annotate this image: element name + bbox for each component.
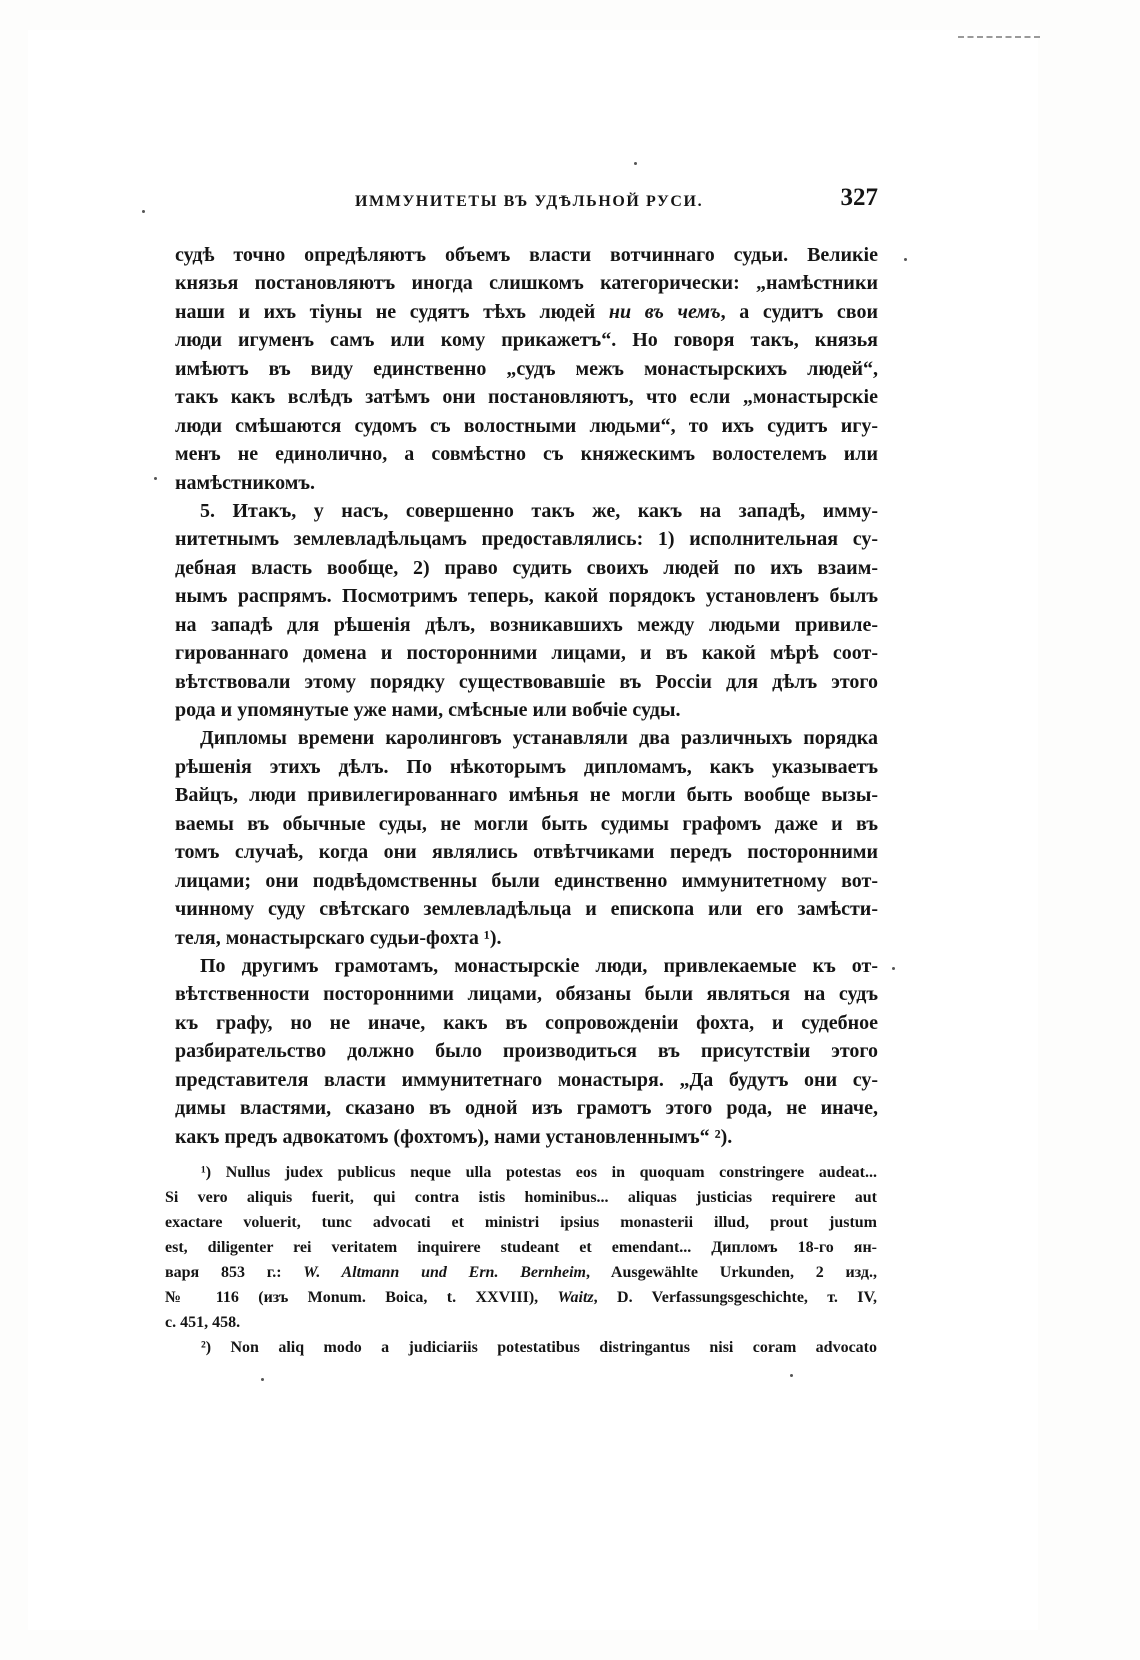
text-line: 5. Итакъ, у насъ, совершенно такъ же, какъ на западѣ, имму- (200, 499, 878, 522)
text-line: намѣстникомъ. (175, 471, 316, 494)
text-line (175, 298, 878, 326)
text-line: По другимъ грамотамъ, монастырскіе люди, привлекаемые къ от- (200, 954, 878, 977)
text-line: имѣютъ въ виду единственно „судъ межъ монастырскихъ людей“, (175, 357, 878, 380)
text-line: разбирательство должно было производиться въ присутствіи этого (175, 1040, 878, 1063)
text-segment: , D. Verfassungsgeschichte, т. IV, (593, 1289, 878, 1306)
text-line: люди смѣшаются судомъ съ волостными людьми“, то ихъ судитъ игу- (175, 414, 878, 437)
text-line: теля, монастырскаго судьи-фохта ¹). (175, 926, 502, 949)
scan-speck (892, 967, 895, 970)
text-segment: наши и ихъ тіуны не судятъ тѣхъ людей (175, 300, 609, 323)
text-line: димы властями, сказано въ одной изъ грамотъ этого рода, не иначе, (175, 1097, 878, 1120)
text-line: на западѣ для рѣшенія дѣлъ, возникавшихъ между людьми привиле- (175, 613, 878, 636)
text-line: представителя власти иммунитетнаго монастыря. „Да будутъ они су- (175, 1068, 878, 1091)
scan-speck (904, 258, 907, 261)
text-line: къ графу, но не иначе, какъ въ сопровожденіи фохта, и судебное (175, 1011, 878, 1034)
scan-speck (790, 1374, 793, 1377)
emphasis-text: Waitz (557, 1289, 594, 1306)
scan-speck (261, 1378, 264, 1381)
scan-speck (154, 477, 157, 480)
footnote-line: exactare voluerit, tunc advocati et ministri ipsius monasterii illud, prout justum (165, 1214, 877, 1231)
scan-artifact (958, 36, 1040, 38)
scan-speck (142, 210, 145, 213)
footnote-line: с. 451, 458. (165, 1314, 241, 1331)
scan-speck (634, 162, 637, 165)
text-line: рода и упомянутые уже нами, смѣсные или вобчіе суды. (175, 699, 681, 721)
text-line: нитетнымъ землевладѣльцамъ предоставлялись: 1) исполнительная су- (175, 528, 878, 551)
text-line: такъ какъ вслѣдъ затѣмъ они постановляютъ, что если „монастырскіе (175, 386, 878, 409)
text-line: князья постановляютъ иногда слишкомъ категорически: „намѣстники (175, 272, 878, 295)
text-line: вѣтствовали этому порядку существовавшіе въ Россіи для дѣлъ этого (175, 670, 878, 693)
text-line: менъ не единолично, а совмѣстно съ княжескимъ волостелемъ или (175, 443, 878, 466)
text-line: чинному суду свѣтскаго землевладѣльца и епископа или его замѣсти- (175, 898, 878, 921)
text-line: лицами; они подвѣдомственны были единственно иммунитетному вот- (175, 869, 878, 892)
emphasis-text: ни въ чемъ (608, 300, 721, 323)
text-segment: варя 853 г.: (165, 1264, 304, 1281)
text-segment: № 116 (изъ Monum. Boica, t. XXVIII), (165, 1289, 558, 1306)
text-segment: , а судитъ свои (720, 300, 878, 323)
text-line: нымъ распрямъ. Посмотримъ теперь, какой порядокъ установленъ былъ (175, 585, 878, 608)
text-line: судѣ точно опредѣляютъ объемъ власти вотчиннаго судьи. Великіе (175, 244, 878, 266)
footnote-line (165, 1260, 877, 1285)
running-title: ИММУНИТЕТЫ ВЪ УДѢЛЬНОЙ РУСИ. (355, 193, 704, 210)
body-text (175, 241, 878, 1151)
text-line: дебная власть вообще, 2) право судить своихъ людей по ихъ взаим- (175, 556, 878, 579)
footnote-line: ²) Non aliq modo a judiciariis potestatibus distringantus nisi coram advocato (201, 1339, 877, 1356)
text-line: Вайцъ, люди привилегированнаго имѣнья не могли быть вообще вызы- (175, 784, 878, 807)
text-segment: , Ausgewählte Urkunden, 2 изд., (586, 1264, 877, 1281)
page-number: 327 (840, 184, 878, 211)
footnote-line: est, diligenter rei veritatem inquirere studeant et emendant... Дипломъ 18-го ян- (165, 1239, 877, 1256)
text-line: томъ случаѣ, когда они являлись отвѣтчиками передъ посторонними (175, 841, 878, 864)
text-line: какъ предъ адвокатомъ (фохтомъ), нами установленнымъ“ ²). (175, 1125, 733, 1148)
text-line: люди игуменъ самъ или кому прикажетъ“. Но говоря такъ, князья (175, 329, 878, 352)
footnotes (165, 1160, 877, 1360)
footnote-line (165, 1285, 877, 1310)
text-line: вѣтственности посторонними лицами, обязаны были являться на судъ (175, 983, 878, 1006)
text-line: рѣшенія этихъ дѣлъ. По нѣкоторымъ дипломамъ, какъ указываетъ (175, 755, 878, 778)
text-line: Дипломы времени каролинговъ устанавляли два различныхъ порядка (200, 727, 878, 750)
footnote-line: ¹) Nullus judex publicus neque ulla potestas eos in quoquam constringere audeat... (201, 1164, 877, 1181)
emphasis-text: W. Altmann und Ern. Bernheim (303, 1264, 586, 1281)
text-line: ваемы въ обычные суды, не могли быть судимы графомъ даже и въ (175, 812, 878, 835)
footnote-line: Si vero aliquis fuerit, qui contra istis hominibus... aliquas justicias requirere aut (165, 1189, 877, 1206)
text-line: гированнаго домена и посторонними лицами, и въ какой мѣрѣ соот- (175, 642, 878, 665)
